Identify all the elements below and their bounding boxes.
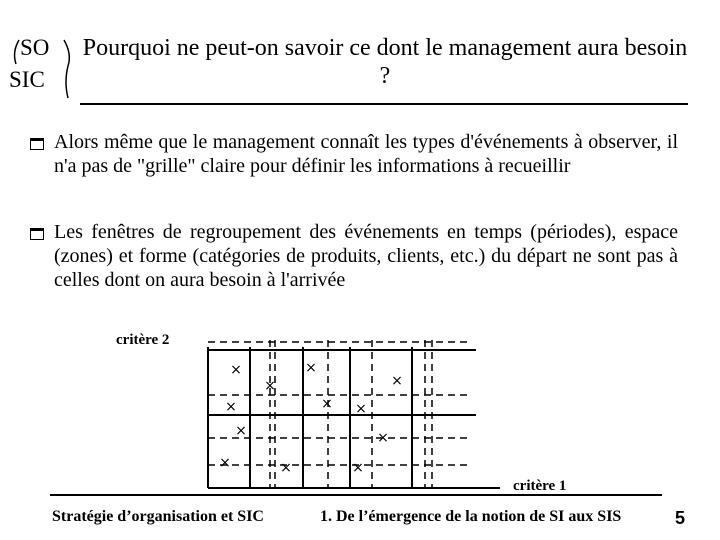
event-marker: × — [391, 373, 403, 389]
slide-title: Pourquoi ne peut-on savoir ce dont le management aura besoin ? — [82, 35, 688, 89]
event-marker: × — [230, 362, 242, 378]
bullet-box-icon — [30, 138, 44, 150]
event-marker: × — [355, 401, 367, 417]
axis-label-criterion-2: critère 2 — [116, 332, 170, 348]
logo-line-1: SO — [20, 35, 50, 60]
axis-label-criterion-1: critère 1 — [513, 478, 567, 494]
logo — [6, 30, 72, 100]
footer-course-title: Stratégie d’organisation et SIC — [52, 508, 264, 525]
event-markers — [219, 360, 403, 476]
footer-rule — [50, 494, 662, 496]
event-marker: × — [280, 460, 292, 476]
footer-chapter-title: 1. De l’émergence de la notion de SI aux SIS — [320, 508, 622, 525]
event-marker: × — [321, 396, 333, 412]
title-underline — [80, 103, 688, 105]
event-marker: × — [264, 378, 276, 394]
event-marker: × — [219, 455, 231, 471]
bullet-text-1: Alors même que le management connaît les types d'événements à observer, il n'a pas de "grille" claire pour définir les informations à recueillir — [54, 131, 678, 177]
event-marker: × — [352, 460, 364, 476]
grid-diagram — [0, 320, 720, 500]
bullet-text-2: Les fenêtres de regroupement des événements en temps (périodes), espace (zones) et forme (catégories de produits, clients, etc.) du départ ne sont pas à celles dont on aura besoin à l'arrivée — [54, 221, 678, 291]
event-marker: × — [235, 423, 247, 439]
event-marker: × — [225, 399, 237, 415]
bullet-box-icon — [30, 228, 44, 240]
logo-line-2: SIC — [9, 67, 45, 92]
page-number: 5 — [675, 508, 686, 528]
event-marker: × — [305, 360, 317, 376]
event-marker: × — [377, 430, 389, 446]
